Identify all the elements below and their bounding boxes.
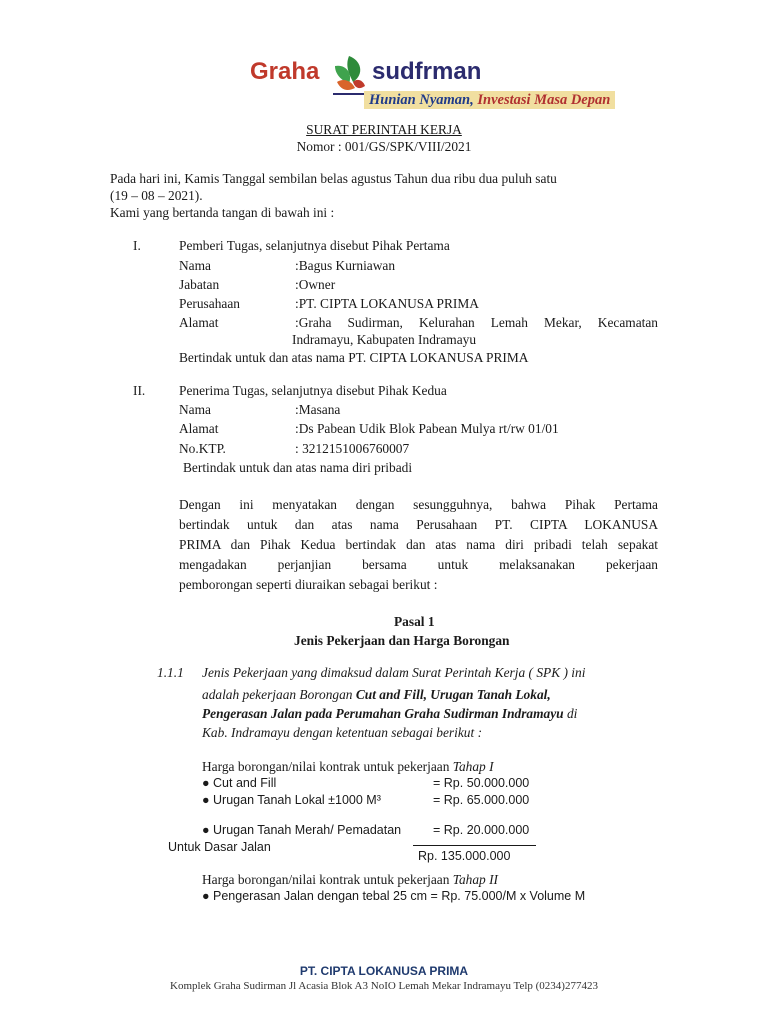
party2-ktp-label: No.KTP. [179,441,226,456]
tagline-part-a: Hunian Nyaman, [369,92,474,108]
intro-line-1: Pada hari ini, Kamis Tanggal sembilan belas agustus Tahun dua ribu dua puluh satu [110,171,557,186]
stage2-item: ● Pengerasan Jalan dengan tebal 25 cm = Rp. 75.000/M x Volume M [202,889,586,903]
statement-line-2: bertindak untuk dan atas nama Perusahaan PT. CIPTA LOKANUSA [179,517,658,532]
stage1-item-2-price: = Rp. 65.000.000 [433,793,530,807]
tagline-part-b: Investasi Masa Depan [477,92,611,108]
party2-address-label: Alamat [179,421,219,436]
party1-address-value-2: Indramayu, Kabupaten Indramayu [292,332,477,347]
party1-company-label: Perusahaan [179,296,240,311]
party1-address-label: Alamat [179,315,219,330]
stage1-item-1-price: = Rp. 50.000.000 [433,776,530,790]
logo-sudirman-text: sudfrman [372,58,482,85]
stage1-total: Rp. 135.000.000 [418,849,511,863]
document-title: SURAT PERINTAH KERJA [306,122,462,137]
stage1-label [202,758,494,775]
footer-company: PT. CIPTA LOKANUSA PRIMA [299,964,469,978]
clause-line-3-bold: Pengerasan Jalan pada Perumahan Graha Sudirman Indramayu [202,706,564,721]
stage1-label-stage: Tahap I [452,759,494,774]
party1-acting: Bertindak untuk dan atas nama PT. CIPTA LOKANUSA PRIMA [179,350,529,365]
clause-line-1: Jenis Pekerjaan yang dimaksud dalam Surat Perintah Kerja ( SPK ) ini [202,665,586,680]
clause-line-2 [202,686,551,703]
stage1-label-text: Harga borongan/nilai kontrak untuk pekerjaan [202,759,453,774]
stage1-item-3-continuation: Untuk Dasar Jalan [168,840,271,854]
intro-line-2: (19 – 08 – 2021). [110,188,203,203]
party1-job-value: :Owner [295,277,336,292]
stage2-label-text: Harga borongan/nilai kontrak untuk pekerjaan [202,872,453,887]
pasal-subtitle: Jenis Pekerjaan dan Harga Borongan [294,633,510,648]
clause-line-2-bold: Cut and Fill, Urugan Tanah Lokal, [355,687,551,702]
party1-name-value: :Bagus Kurniawan [295,258,396,273]
party1-job-label: Jabatan [179,277,220,292]
pasal-title: Pasal 1 [394,614,435,629]
stage1-item-3-price: = Rp. 20.000.000 [433,823,530,837]
party2-name-label: Nama [179,402,211,417]
clause-number: 1.1.1 [157,665,184,680]
stage1-item-2-name: ● Urugan Tanah Lokal ±1000 M³ [202,793,381,807]
intro-line-3: Kami yang bertanda tangan di bawah ini : [110,205,335,220]
party1-number: I. [133,238,141,253]
party2-name-value: :Masana [295,402,341,417]
party2-heading: Penerima Tugas, selanjutnya disebut Pihak Kedua [179,383,447,398]
footer-address: Komplek Graha Sudirman Jl Acasia Blok A3 NoIO Lemah Mekar Indramayu Telp (0234)277423 [170,980,598,992]
leaf-logo-icon [327,52,369,100]
stage1-item-3-name: ● Urugan Tanah Merah/ Pemadatan [202,823,402,837]
stage2-label [202,871,498,888]
clause-line-4: Kab. Indramayu dengan ketentuan sebagai berikut : [202,725,483,740]
party2-acting: Bertindak untuk dan atas nama diri pribadi [183,460,413,475]
clause-line-3 [202,705,577,722]
logo-tagline [364,91,615,109]
party2-address-value: :Ds Pabean Udik Blok Pabean Mulya rt/rw 01/01 [295,421,559,436]
party1-address-value-1: :Graha Sudirman, Kelurahan Lemah Mekar, Kecamatan [295,315,658,330]
stage2-label-stage: Tahap II [452,872,499,887]
statement-line-3: PRIMA dan Pihak Kedua bertindak dan atas nama diri pribadi telah sepakat [179,537,658,552]
party2-number: II. [133,383,146,398]
party2-ktp-value: : 3212151006760007 [295,441,410,456]
document-number: Nomor : 001/GS/SPK/VIII/2021 [296,139,472,154]
clause-line-3-plain: di [563,706,578,721]
statement-line-4: mengadakan perjanjian bersama untuk melaksanakan pekerjaan [179,557,658,572]
clause-line-2-plain: adalah pekerjaan Borongan [202,687,356,702]
statement-line-5: pemborongan seperti diuraikan sebagai berikut : [179,577,438,592]
party1-name-label: Nama [179,258,211,273]
total-separator-line [413,845,536,846]
party1-heading: Pemberi Tugas, selanjutnya disebut Pihak Pertama [179,238,450,253]
logo-graha-text: Graha [250,58,320,85]
party1-company-value: :PT. CIPTA LOKANUSA PRIMA [295,296,479,311]
stage1-item-1-name: ● Cut and Fill [202,776,277,790]
statement-line-1: Dengan ini menyatakan dengan sesungguhnya, bahwa Pihak Pertama [179,497,658,512]
